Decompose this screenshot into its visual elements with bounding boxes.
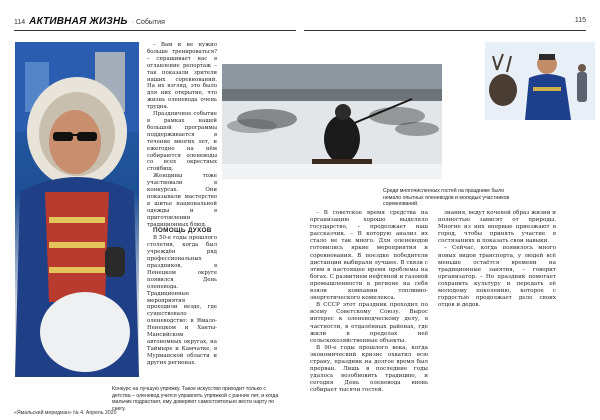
article-column-2 xyxy=(310,210,428,410)
photo-herder-portrait xyxy=(15,42,139,377)
article-column-1 xyxy=(147,42,217,372)
running-header-left xyxy=(14,16,165,30)
boy-reindeer-illustration xyxy=(485,42,595,120)
sled-race-illustration xyxy=(222,64,442,179)
paragraph: – В советское время средства на организацию хорошо выделяло государство, – продолжает наш рассказчик. – В которую анализ их стало не так много. Для оленеводов готовились яркие мероприятия и соревнования. В поездке победители дистанции выбирали лучшее. В связи с этим в настоящее время проблемы на богах. С развитием нефтяной и газовой промышленности в регионе на себя взяли компании топливно-энергетического комплекса. xyxy=(310,210,428,302)
publication-footer: «Ямальский меридиан» № 4. Апрель 2020 xyxy=(14,410,117,416)
article-column-3 xyxy=(438,210,556,410)
paragraph: Женщины тоже участвовали в конкурсах. Они показывали мастерство в шитье национальной одежды и в приготовлении традиционных блюд. xyxy=(147,173,217,228)
section-title: АКТИВНАЯ ЖИЗНЬ xyxy=(29,16,128,27)
photo-sled-race xyxy=(222,64,442,179)
paragraph: В СССР этот праздник проходил по всему Советскому Союзу. Вырос интерес к оленеводческому делу, в частности, в отдалённых районах, где жили в пределах неё сельскохозяйственные объекты. xyxy=(310,302,428,344)
paragraph: В 90-е годы прошлого века, когда экономический кризис охватил всю страну, праздник на долгое время был прерван. Лишь в последние годы удалось возобновить традицию, и сегодня День оленевода вновь собирает тысячи гостей. xyxy=(310,344,428,394)
page-number-left: 114 xyxy=(14,19,26,26)
photo-caption-mid: Среди многочисленных гостей на празднике было немало опытных оленеводов и молодых участников соревнований. xyxy=(383,188,510,208)
photo-boy-with-reindeer xyxy=(485,42,595,120)
subsection-title: · События xyxy=(131,19,165,26)
paragraph: В 50-е годы прошлого столетия, когда был учреждён ряд профессиональных праздников, в Ненецком округе появился День оленевода. Традиционные мероприятия проходили везде, где существовало оленеводство: в Ямало-Ненецком и Ханты-Мансийском автономных округах, на Таймыре и Камчатке, в Мурманской области и других регионах. xyxy=(147,235,217,366)
photo-caption-bottom: Конкурс на лучшую упряжку. Такое искусство приходит только с детства – оленевод учится управлять упряжкой с ранних лет, и когда мальчик подрастает, ему доверяют самостоятельно вести нарту по снегу. xyxy=(112,386,279,412)
herder-illustration xyxy=(15,42,139,377)
header-rule-left xyxy=(14,30,296,31)
page-number-right: 115 xyxy=(574,17,586,24)
paragraph: – Сейчас, когда появилось много новых видов транспорта, у людей всё меньше остаётся времени на традиционные занятия, – говорит организатор. – Но праздник помогает сохранить культуру и передать её молодому поколению, которое с гордостью продолжает дело своих отцов и дедов. xyxy=(438,245,556,309)
paragraph: знания, ведут кочевой образ жизни и полностью зависят от природы. Многие из них впервые приезжают в город, чтобы принять участие в состязаниях и показать свои навыки. xyxy=(438,210,556,245)
paragraph: Праздничное событие в рамках нашей большой программы поддерживается в течение многих лет, и ежегодно на нём собираются оленеводы со всех окрестных стойбищ. xyxy=(147,111,217,173)
subheading: ПОМОЩЬ ДУХОВ xyxy=(153,227,212,235)
header-rule-right xyxy=(304,30,586,31)
paragraph: – Вам и не нужно больше тренироваться? – спрашивает нас в оглавление репортаж – так показали зрители наших соревнований. На их взгляд, это было для них открытие, что жизнь оленевода очень трудна. xyxy=(147,42,217,111)
